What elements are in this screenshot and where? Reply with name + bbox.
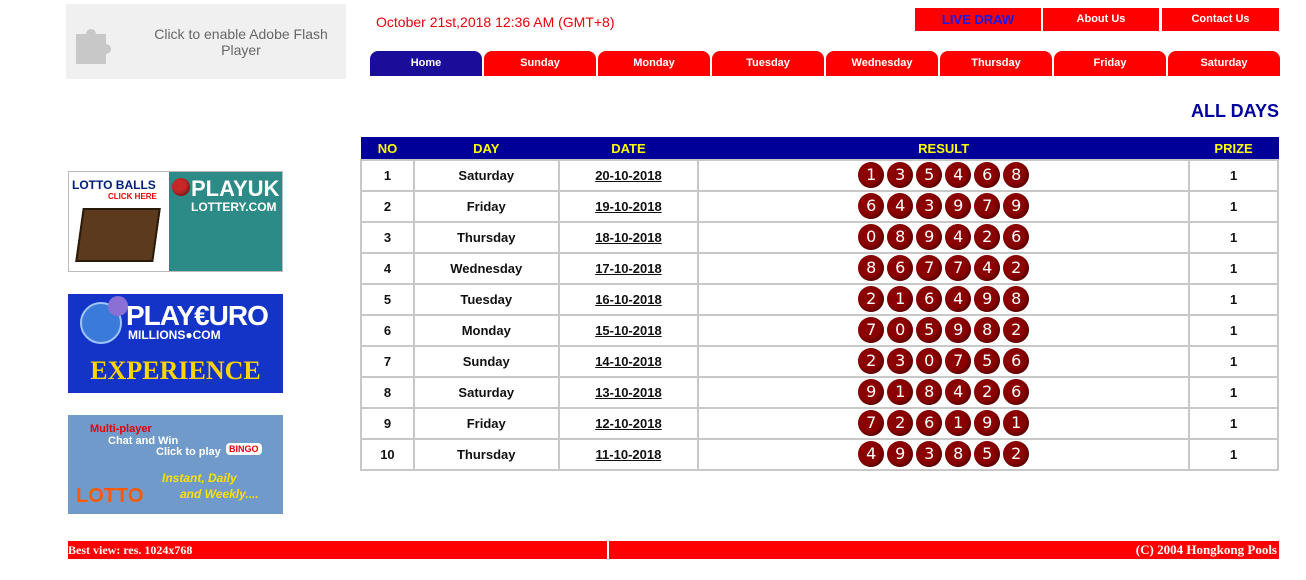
result-balls xyxy=(858,255,1029,281)
result-ball: 4 xyxy=(945,162,971,188)
row-day: Friday xyxy=(414,191,559,222)
row-no: 4 xyxy=(361,253,414,284)
row-prize: 1 xyxy=(1189,253,1278,284)
row-no: 7 xyxy=(361,346,414,377)
footer-best-view: Best view: res. 1024x768 xyxy=(68,541,607,559)
banner-and-weekly: and Weekly.... xyxy=(180,487,259,501)
result-ball: 1 xyxy=(945,410,971,436)
row-no: 10 xyxy=(361,439,414,470)
result-ball: 2 xyxy=(974,224,1000,250)
row-day: Monday xyxy=(414,315,559,346)
tab-tuesday[interactable]: Tuesday xyxy=(712,51,824,76)
table-row xyxy=(361,346,1278,377)
result-ball: 1 xyxy=(887,286,913,312)
header-day: DAY xyxy=(414,138,559,160)
row-day: Friday xyxy=(414,408,559,439)
result-balls xyxy=(858,379,1029,405)
result-ball: 3 xyxy=(916,441,942,467)
puzzle-piece-icon xyxy=(72,20,116,64)
result-ball: 8 xyxy=(1003,162,1029,188)
result-ball: 6 xyxy=(858,193,884,219)
row-no: 3 xyxy=(361,222,414,253)
header-date: DATE xyxy=(559,138,699,160)
lotto-balls-banner[interactable] xyxy=(68,171,283,272)
result-ball: 5 xyxy=(974,441,1000,467)
result-balls xyxy=(858,193,1029,219)
result-ball: 8 xyxy=(1003,286,1029,312)
result-ball: 8 xyxy=(945,441,971,467)
row-day: Thursday xyxy=(414,439,559,470)
row-date-link[interactable]: 18-10-2018 xyxy=(559,222,699,253)
result-balls xyxy=(858,162,1029,188)
row-result xyxy=(698,284,1189,315)
row-result xyxy=(698,253,1189,284)
banner-multiplayer: Multi-player xyxy=(90,423,152,435)
table-row xyxy=(361,191,1278,222)
row-date-link[interactable]: 19-10-2018 xyxy=(559,191,699,222)
banner-millions-com: MILLIONS●COM xyxy=(128,328,221,342)
result-ball: 2 xyxy=(887,410,913,436)
row-result xyxy=(698,160,1189,191)
result-ball: 6 xyxy=(916,410,942,436)
result-ball: 9 xyxy=(945,317,971,343)
result-ball: 4 xyxy=(858,441,884,467)
result-balls xyxy=(858,317,1029,343)
row-prize: 1 xyxy=(1189,315,1278,346)
result-ball: 9 xyxy=(974,286,1000,312)
row-no: 2 xyxy=(361,191,414,222)
row-date-link[interactable]: 16-10-2018 xyxy=(559,284,699,315)
banner-experience: EXPERIENCE xyxy=(90,356,261,385)
result-ball: 9 xyxy=(858,379,884,405)
row-result xyxy=(698,346,1189,377)
row-result xyxy=(698,408,1189,439)
result-ball: 5 xyxy=(974,348,1000,374)
table-row xyxy=(361,222,1278,253)
banner-playuk: PLAYUK xyxy=(191,176,280,201)
flash-message: Click to enable Adobe Flash Player xyxy=(154,26,328,58)
result-ball: 7 xyxy=(916,255,942,281)
row-date-link[interactable]: 17-10-2018 xyxy=(559,253,699,284)
row-prize: 1 xyxy=(1189,408,1278,439)
result-ball: 2 xyxy=(1003,441,1029,467)
result-ball: 2 xyxy=(974,379,1000,405)
result-ball: 5 xyxy=(916,162,942,188)
row-date-link[interactable]: 14-10-2018 xyxy=(559,346,699,377)
result-ball: 1 xyxy=(858,162,884,188)
row-prize: 1 xyxy=(1189,439,1278,470)
table-row xyxy=(361,160,1278,191)
plus-lotto-banner[interactable] xyxy=(68,415,283,514)
result-ball: 7 xyxy=(858,317,884,343)
row-no: 1 xyxy=(361,160,414,191)
banner-chat-win: Chat and Win xyxy=(108,435,179,447)
result-balls xyxy=(858,410,1029,436)
result-ball: 6 xyxy=(916,286,942,312)
tab-sunday[interactable]: Sunday xyxy=(484,51,596,76)
flash-placeholder[interactable] xyxy=(66,4,346,79)
table-row xyxy=(361,315,1278,346)
header-prize: PRIZE xyxy=(1189,138,1278,160)
result-ball: 4 xyxy=(945,224,971,250)
row-day: Saturday xyxy=(414,377,559,408)
result-ball: 9 xyxy=(916,224,942,250)
result-ball: 9 xyxy=(1003,193,1029,219)
result-ball: 9 xyxy=(887,441,913,467)
row-day: Wednesday xyxy=(414,253,559,284)
current-datetime: October 21st,2018 12:36 AM (GMT+8) xyxy=(376,14,615,30)
banner-lotto-balls-title: LOTTO BALLS xyxy=(72,178,156,192)
tab-monday[interactable]: Monday xyxy=(598,51,710,76)
result-ball: 2 xyxy=(858,286,884,312)
result-ball: 9 xyxy=(945,193,971,219)
result-ball: 7 xyxy=(858,410,884,436)
result-balls xyxy=(858,224,1029,250)
banner-click-here: CLICK HERE xyxy=(108,192,157,201)
banner-instant-daily: Instant, Daily xyxy=(162,471,237,485)
result-ball: 6 xyxy=(974,162,1000,188)
header-result: RESULT xyxy=(698,138,1189,160)
row-date-link[interactable]: 12-10-2018 xyxy=(559,408,699,439)
result-ball: 6 xyxy=(1003,379,1029,405)
row-result xyxy=(698,191,1189,222)
banner-lotto: LOTTO xyxy=(76,485,144,507)
result-ball: 3 xyxy=(916,193,942,219)
result-ball: 6 xyxy=(887,255,913,281)
row-prize: 1 xyxy=(1189,377,1278,408)
row-day: Sunday xyxy=(414,346,559,377)
header-no: NO xyxy=(361,138,414,160)
ball-rack-image xyxy=(75,208,161,262)
live-draw-link[interactable]: LIVE DRAW xyxy=(915,8,1041,31)
lottery-ball-icon xyxy=(108,296,128,316)
result-ball: 9 xyxy=(974,410,1000,436)
result-balls xyxy=(858,286,1029,312)
row-result xyxy=(698,222,1189,253)
result-ball: 6 xyxy=(1003,348,1029,374)
result-ball: 4 xyxy=(887,193,913,219)
row-no: 6 xyxy=(361,315,414,346)
footer-copyright: (C) 2004 Hongkong Pools xyxy=(609,541,1279,559)
row-prize: 1 xyxy=(1189,222,1278,253)
result-ball: 6 xyxy=(1003,224,1029,250)
euro-millions-banner[interactable] xyxy=(68,294,283,393)
result-ball: 8 xyxy=(916,379,942,405)
row-day: Saturday xyxy=(414,160,559,191)
row-day: Thursday xyxy=(414,222,559,253)
table-row xyxy=(361,439,1278,470)
row-prize: 1 xyxy=(1189,191,1278,222)
result-ball: 8 xyxy=(887,224,913,250)
row-no: 9 xyxy=(361,408,414,439)
result-ball: 2 xyxy=(1003,255,1029,281)
result-ball: 2 xyxy=(858,348,884,374)
tab-saturday[interactable]: Saturday xyxy=(1168,51,1280,76)
result-ball: 1 xyxy=(1003,410,1029,436)
banner-click-to-play: Click to play xyxy=(156,446,221,458)
table-row xyxy=(361,253,1278,284)
row-date-link[interactable]: 15-10-2018 xyxy=(559,315,699,346)
result-ball: 0 xyxy=(887,317,913,343)
row-result xyxy=(698,439,1189,470)
row-day: Tuesday xyxy=(414,284,559,315)
table-row xyxy=(361,284,1278,315)
banner-play-euro: PLAY€URO xyxy=(126,300,268,331)
result-ball: 0 xyxy=(916,348,942,374)
about-us-link[interactable]: About Us xyxy=(1043,8,1159,31)
result-ball: 5 xyxy=(916,317,942,343)
result-ball: 7 xyxy=(974,193,1000,219)
result-ball: 4 xyxy=(945,286,971,312)
section-title: ALL DAYS xyxy=(1190,101,1279,121)
tab-wednesday[interactable]: Wednesday xyxy=(826,51,938,76)
row-no: 5 xyxy=(361,284,414,315)
row-prize: 1 xyxy=(1189,346,1278,377)
row-no: 8 xyxy=(361,377,414,408)
row-date-link[interactable]: 11-10-2018 xyxy=(559,439,699,470)
result-ball: 1 xyxy=(887,379,913,405)
tab-home[interactable]: Home xyxy=(370,51,482,76)
tab-friday[interactable]: Friday xyxy=(1054,51,1166,76)
banner-bingo: BINGO xyxy=(226,443,262,455)
result-ball: 7 xyxy=(945,348,971,374)
result-ball: 3 xyxy=(887,348,913,374)
banner-lottery-com: LOTTERY.COM xyxy=(191,200,277,214)
result-balls xyxy=(858,441,1029,467)
row-result xyxy=(698,377,1189,408)
result-balls xyxy=(858,348,1029,374)
row-date-link[interactable]: 20-10-2018 xyxy=(559,160,699,191)
row-date-link[interactable]: 13-10-2018 xyxy=(559,377,699,408)
result-ball: 4 xyxy=(974,255,1000,281)
result-ball: 4 xyxy=(945,379,971,405)
lottery-ball-icon xyxy=(172,178,190,196)
contact-us-link[interactable]: Contact Us xyxy=(1162,8,1279,31)
result-ball: 8 xyxy=(858,255,884,281)
results-table xyxy=(360,137,1279,471)
result-ball: 8 xyxy=(974,317,1000,343)
result-ball: 2 xyxy=(1003,317,1029,343)
table-row xyxy=(361,377,1278,408)
row-prize: 1 xyxy=(1189,284,1278,315)
tab-thursday[interactable]: Thursday xyxy=(940,51,1052,76)
table-header-row xyxy=(361,138,1278,160)
result-ball: 0 xyxy=(858,224,884,250)
table-row xyxy=(361,408,1278,439)
result-ball: 3 xyxy=(887,162,913,188)
row-prize: 1 xyxy=(1189,160,1278,191)
result-ball: 7 xyxy=(945,255,971,281)
row-result xyxy=(698,315,1189,346)
